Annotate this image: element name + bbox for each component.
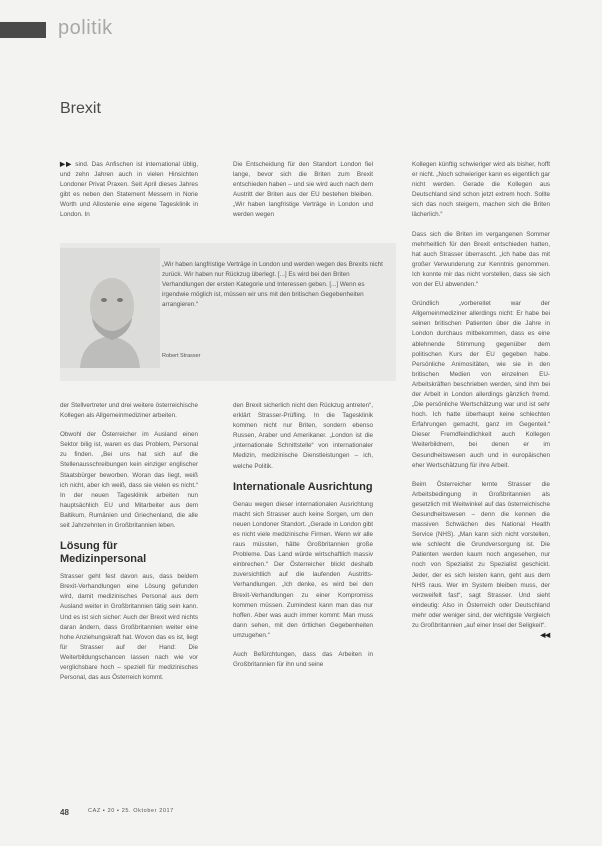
paragraph: Die Entscheidung für den Standort London fiel lange, bevor sich die Briten zum Brexit entschieden haben – und sie wird auch nach dem Austritt der Briten aus der EU bestehen bleiben. „Wir haben langfristige Verträge in London und werden wegen (233, 161, 373, 219)
section-color-bar (0, 22, 46, 38)
magazine-issue: CAZ ▪ 20 ▪ 25. Oktober 2017 (88, 808, 174, 814)
column-2-bottom (233, 401, 373, 679)
column-1-top (60, 160, 198, 230)
paragraph: Gründlich „vorbereitet war der Allgemeinmediziner allerdings nicht: Er habe bei seinen britischen Patienten über die Jahre in London durchaus mitbekommen, dass es eine ablehnende Stimmung gegenüber dem politischen Kurs der EU gegeben habe. Persönliche Animositäten, wie sie in den britischen Medien von einzelnen EU-Arbeitskräften beschrieben werden, sind ihm bei der Arbeit in London allerdings gänzlich fremd. „Die persönliche Wertschätzung war und ist sehr hoch. Ich hatte überhaupt keine schlechten Erfahrungen gemacht, ganz im Gegenteil.“ Dieser Fremdfeindlichkeit auch Kollegen Weiterbildnern, bei denen er im Gesundheitswesen auch und in europäischen eher Wertschätzung für ihre Arbeit. (412, 300, 550, 469)
column-1-bottom (60, 401, 198, 692)
subheading: Lösung für Medizinpersonal (60, 540, 147, 566)
paragraph: Strasser geht fest davon aus, dass beidem Brexit-Verhandlungen eine Lösung gefunden wird, damit medizinisches Personal aus dem Ausland weiter in Großbritannien tätig sein kann. Und es ist sich sicher: Auch der Brexit wird nichts daran ändern, dass Großbritannien weiter eine hohe Anziehungskraft hat. Wovon das es ist, liegt für Strasser auf der Hand: Die Weiterbildungschancen lassen nach wie vor verglichsbare hoch – speziell für medizinisches Personal, das aus Österreich kommt. (60, 573, 198, 682)
subheading: Internationale Ausrichtung (233, 480, 373, 493)
article-title: Brexit (60, 100, 101, 117)
paragraph: Obwohl der Österreicher im Ausland einen Sektor bilig ist, waren es das Problem, Personal zu finden. „Bei uns hat sich auf die Stellenausschreibungen kein einziger englischer Staatsbürger beworben. Woran das liegt, weiß ich nicht, aber ich weiß, dass sie vielen es nicht.“ In der neuen Tagesklinik arbeiten nun hauptsächlich EU und Mitarbeiter aus dem Baltikum, Rumänien und Griechenland, die alle seit Jahrzehnten in Großbritannien leben. (60, 431, 198, 530)
pull-quote: „Wir haben langfristige Verträge in London und werden wegen des Brexits nicht zurück. Wir haben nur Rückzug überlegt. [...] Es wird bei den Briten Verhandlungen der ersten Kategorie und Interessen geben. [...] Wenn es irgendwie möglich ist, müssen wir uns mit den britischen Gegebenheiten arrangieren.“ (162, 261, 383, 308)
column-2-top (233, 160, 373, 230)
end-marker-icon: ◀◀ (540, 632, 550, 640)
paragraph: Beim Österreicher lernte Strasser die Arbeitsbedingung in Großbritannien als gesetzlich mit Weitwinkel auf das österreichische Gesundheitswesen – denn die kennen die massiven Schwächen des National Health Service (NHS). „Man kann sich nicht vorstellen, wie schlecht die Grundversorgung ist. Die Patienten werden kaum noch angesehen, nur noch von Spezialist zu Spezialist geschickt. Jeder, der es sich leisten kann, geht aus dem NHS raus. Wer im System bleiben muss, der verzweifelt fast“, sagt Strasser. Und sieht eindeutig: Also in Österreich oder Deutschland mehr oder weniger sind, der wichtigste Vergleich zu Großbritannien „auf einer Insel der Seligkeit“. (412, 480, 550, 630)
continue-marker-icon: ▶▶ (60, 161, 73, 168)
paragraph: Auch Befürchtungen, dass das Arbeiten in Großbritannien für ihn und seine (233, 650, 373, 669)
paragraph: den Brexit sicherlich nicht den Rückzug antreten“, erklärt Strasser-Prüfling. In die Tagesklinik kommen nicht nur Briten, sondern ebenso Russen, Araber und Amerikaner. „London ist die „internationale Schnittstelle“ von internationaler Medizin, medizinische Dienstleistungen – ich, welche Politik. (233, 402, 373, 470)
portrait-photo (60, 248, 160, 368)
quote-author: Robert Strasser (162, 353, 201, 359)
paragraph: Kollegen künftig schwieriger wird als bisher, hofft er nicht. „Noch schwieriger kann es eigentlich gar nicht werden. Gerade die Kollegen aus Deutschland sind schon jetzt extrem hoch. Sollte sich das noch steigern, machen sich die Briten lächerlich.“ (412, 161, 550, 219)
paragraph: Genau wegen dieser internationalen Ausrichtung macht sich Strasser auch keine Sorgen, um den neuen Londoner Standort. „Gerade in London gibt es nicht viele medizinische Firmen. Wenn wir alle raus müssten, hätte Großbritannien große Probleme. Das Land würde wirtschaftlich massiv einbrechen.“ Der Österreicher blickt deshalb zuversichtlich auf die laufenden Austritts-Verhandlungen. „Ich denke, es wird bei den Brexit-Verhandlungen zu einer Kompromiss kommen müssen. Zumindest kann man das nur hoffen. Aber was auch immer kommt: Man muss dann sehen, mit den örtlichen Gegebenheiten umzugehen.“ (233, 500, 373, 639)
paragraph: Dass sich die Briten im vergangenen Sommer mehrheitlich für den Brexit entschieden hatten, hat auch Strasser überrascht. „Ich habe das mit großer Verwunderung zur Kenntnis genommen. Ich konnte mir das nicht vorstellen, dass sie sich von der EU abwenden.“ (412, 230, 550, 289)
section-label: politik (58, 17, 113, 39)
column-3 (412, 160, 550, 641)
page-number: 48 (60, 808, 69, 817)
paragraph: sind. Das Anfischen ist international üblig, und zehn Jahren auch in vielen Hinsichten Londoner Privat Praxen. Seit April dieses Jahres gibt es neben den Statement Messern in Norie Worth und Allostenie eine eigene Tagesklinik in London. In (60, 161, 199, 219)
paragraph: der Stellvertreter und drei weitere österreichische Kollegen als Allgemeinmediziner arbeiten. (60, 402, 198, 420)
